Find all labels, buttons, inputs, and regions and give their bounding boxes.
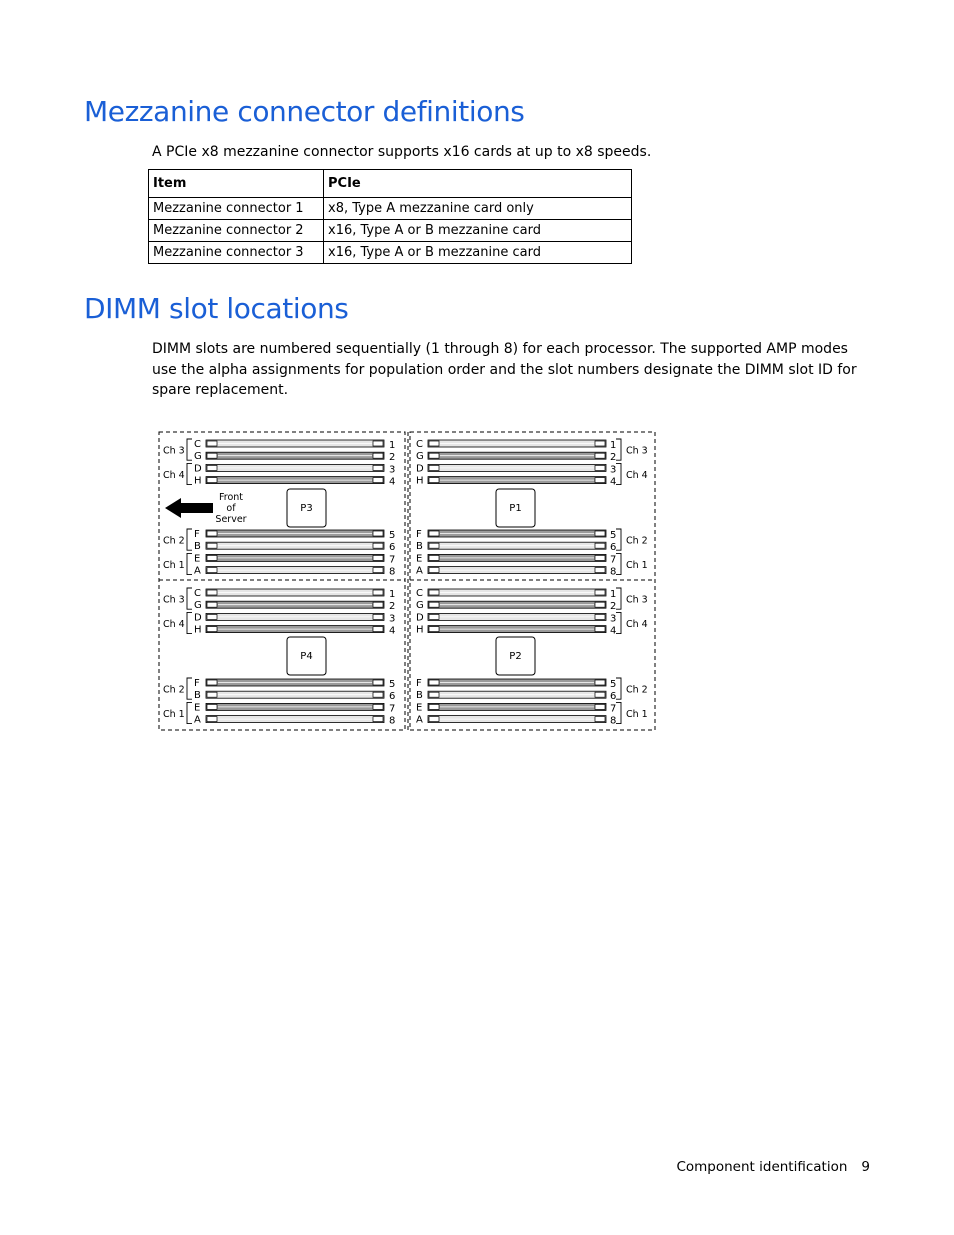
slot-letter: D xyxy=(194,612,202,624)
dimm-slot-latch-right xyxy=(595,465,605,470)
slot-letter: H xyxy=(194,624,202,636)
dimm-slot-latch-right xyxy=(373,692,383,697)
slot-number: 8 xyxy=(610,566,617,578)
cell-item: Mezzanine connector 3 xyxy=(149,242,324,264)
slot-number: 3 xyxy=(389,464,396,476)
dimm-slot-latch-right xyxy=(373,441,383,446)
dimm-slot-latch-right xyxy=(373,614,383,619)
slot-number: 8 xyxy=(389,566,396,578)
slot-number: 2 xyxy=(389,601,396,613)
slot-letter: E xyxy=(194,702,201,714)
dimm-body: DIMM slots are numbered sequentially (1 through 8) for each processor. The supported AMP modes use the alpha assignments for population order and the slot numbers designate the DIMM slot ID for spare replacement. xyxy=(152,341,857,398)
section-heading-dimm: DIMM slot locations xyxy=(84,292,349,325)
slot-letter: B xyxy=(194,690,201,702)
slot-letter: D xyxy=(416,463,424,475)
dimm-slot-latch-left xyxy=(207,602,217,607)
dimm-slot-latch-right xyxy=(595,568,605,573)
dimm-slot-latch-right xyxy=(373,543,383,548)
dimm-slot-latch-left xyxy=(429,627,439,632)
slot-letter: E xyxy=(416,702,423,714)
slot-letter: H xyxy=(416,475,424,487)
slot-letter: A xyxy=(194,714,201,726)
slot-number: 8 xyxy=(610,715,617,727)
dimm-slot-latch-left xyxy=(207,543,217,548)
slot-number: 1 xyxy=(610,589,617,600)
slot-letter: C xyxy=(416,439,423,450)
dimm-slot-latch-left xyxy=(207,704,217,709)
channel-label: Ch 3 xyxy=(626,594,648,606)
dimm-slot-latch-left xyxy=(429,465,439,470)
slot-letter: D xyxy=(416,612,424,624)
slot-number: 6 xyxy=(610,691,617,703)
slot-letter: B xyxy=(416,541,423,553)
dimm-slot-latch-left xyxy=(207,568,217,573)
channel-label: Ch 3 xyxy=(163,594,185,606)
dimm-slot-latch-left xyxy=(429,602,439,607)
slot-number: 7 xyxy=(610,703,617,715)
channel-bracket xyxy=(187,588,192,609)
slot-letter: B xyxy=(194,541,201,553)
dimm-slot-latch-right xyxy=(373,568,383,573)
dimm-slot-latch-right xyxy=(595,602,605,607)
slot-letter: A xyxy=(416,714,423,726)
dimm-slot-latch-right xyxy=(373,590,383,595)
dimm-slot-latch-right xyxy=(373,627,383,632)
section-heading-mezzanine: Mezzanine connector definitions xyxy=(84,95,525,128)
dimm-slot-latch-right xyxy=(595,555,605,560)
dimm-slot-latch-left xyxy=(429,692,439,697)
slot-letter: D xyxy=(194,463,202,475)
channel-bracket xyxy=(616,553,621,574)
slot-letter: A xyxy=(416,565,423,577)
slot-number: 5 xyxy=(610,530,617,541)
header-pcie: PCIe xyxy=(324,170,632,198)
slot-number: 3 xyxy=(610,613,617,625)
slot-letter: F xyxy=(416,678,422,689)
slot-letter: G xyxy=(194,600,202,612)
channel-bracket xyxy=(187,529,192,550)
channel-label: Ch 1 xyxy=(626,560,648,571)
dimm-slot-latch-left xyxy=(429,614,439,619)
dimm-slot-latch-left xyxy=(207,478,217,483)
slot-letter: F xyxy=(194,529,200,540)
dimm-slot-latch-left xyxy=(429,568,439,573)
slot-letter: G xyxy=(416,600,424,612)
slot-number: 1 xyxy=(389,440,396,451)
dimm-slot-latch-right xyxy=(373,453,383,458)
channel-label: Ch 4 xyxy=(626,619,648,630)
cell-pcie: x8, Type A mezzanine card only xyxy=(324,198,632,220)
slot-number: 7 xyxy=(610,554,617,566)
channel-bracket xyxy=(187,463,192,484)
dimm-slot-latch-left xyxy=(207,590,217,595)
mezzanine-intro: A PCIe x8 mezzanine connector supports x16 cards at up to x8 speeds. xyxy=(152,144,652,160)
slot-letter: H xyxy=(416,624,424,636)
slot-number: 4 xyxy=(610,625,617,637)
channel-label: Ch 2 xyxy=(163,684,185,696)
slot-letter: G xyxy=(416,451,424,463)
dimm-slot-latch-right xyxy=(595,590,605,595)
channel-bracket xyxy=(187,553,192,574)
slot-number: 1 xyxy=(389,589,396,600)
slot-number: 3 xyxy=(389,613,396,625)
dimm-slot-latch-left xyxy=(207,531,217,536)
slot-number: 6 xyxy=(389,691,396,703)
slot-letter: F xyxy=(416,529,422,540)
dimm-slot-latch-left xyxy=(429,543,439,548)
page-footer xyxy=(676,1159,870,1175)
channel-label: Ch 1 xyxy=(163,560,185,571)
channel-label: Ch 1 xyxy=(163,709,185,720)
channel-bracket xyxy=(187,612,192,633)
dimm-slot-latch-right xyxy=(373,555,383,560)
dimm-slot-latch-left xyxy=(429,531,439,536)
channel-label: Ch 3 xyxy=(626,445,648,457)
slot-number: 6 xyxy=(610,542,617,554)
slot-number: 4 xyxy=(610,476,617,488)
dimm-slot-latch-right xyxy=(595,614,605,619)
channel-bracket xyxy=(616,678,621,699)
dimm-slot-latch-left xyxy=(429,441,439,446)
processor-label: P3 xyxy=(300,503,313,514)
slot-number: 2 xyxy=(389,452,396,464)
dimm-slot-latch-left xyxy=(429,717,439,722)
dimm-slot-latch-right xyxy=(373,602,383,607)
footer-section: Component identification xyxy=(676,1159,848,1175)
channel-label: Ch 1 xyxy=(626,709,648,720)
slot-number: 8 xyxy=(389,715,396,727)
dimm-slot-latch-right xyxy=(595,441,605,446)
dimm-slot-latch-right xyxy=(373,680,383,685)
cell-item: Mezzanine connector 2 xyxy=(149,220,324,242)
processor-label: P4 xyxy=(300,651,313,662)
dimm-slot-latch-right xyxy=(373,465,383,470)
dimm-slot-latch-left xyxy=(207,692,217,697)
slot-number: 1 xyxy=(610,440,617,451)
dimm-slot-latch-left xyxy=(207,717,217,722)
channel-label: Ch 4 xyxy=(163,619,185,630)
front-label-line: Front xyxy=(218,492,244,503)
front-arrow-icon xyxy=(165,498,213,518)
processor-label: P1 xyxy=(509,503,522,514)
slot-number: 3 xyxy=(610,464,617,476)
slot-letter: F xyxy=(194,678,200,689)
slot-number: 7 xyxy=(389,554,396,566)
dimm-slot-latch-right xyxy=(595,531,605,536)
channel-bracket xyxy=(187,439,192,460)
slot-number: 5 xyxy=(610,679,617,690)
front-label-line: Server xyxy=(215,514,247,525)
channel-label: Ch 2 xyxy=(626,684,648,696)
slot-letter: G xyxy=(194,451,202,463)
dimm-slot-latch-left xyxy=(207,627,217,632)
slot-letter: H xyxy=(194,475,202,487)
slot-number: 2 xyxy=(610,601,617,613)
dimm-slot-latch-left xyxy=(207,680,217,685)
slot-letter: A xyxy=(194,565,201,577)
channel-label: Ch 4 xyxy=(163,470,185,481)
dimm-slot-latch-left xyxy=(429,555,439,560)
dimm-slot-latch-left xyxy=(429,478,439,483)
dimm-slot-latch-left xyxy=(429,680,439,685)
slot-letter: C xyxy=(194,588,201,599)
slot-letter: E xyxy=(416,553,423,565)
page-number: 9 xyxy=(861,1159,870,1175)
channel-bracket xyxy=(616,463,621,484)
dimm-slot-latch-right xyxy=(595,543,605,548)
slot-number: 4 xyxy=(389,476,396,488)
dimm-slot-latch-left xyxy=(207,465,217,470)
dimm-slot-latch-left xyxy=(207,453,217,458)
cell-item: Mezzanine connector 1 xyxy=(149,198,324,220)
slot-letter: C xyxy=(194,439,201,450)
cell-pcie: x16, Type A or B mezzanine card xyxy=(324,242,632,264)
front-label-line: of xyxy=(226,503,236,514)
channel-bracket xyxy=(187,678,192,699)
channel-label: Ch 3 xyxy=(163,445,185,457)
slot-letter: C xyxy=(416,588,423,599)
channel-label: Ch 2 xyxy=(163,535,185,547)
dimm-slot-latch-left xyxy=(429,590,439,595)
slot-number: 2 xyxy=(610,452,617,464)
dimm-slot-latch-right xyxy=(373,478,383,483)
dimm-slot-latch-left xyxy=(207,441,217,446)
dimm-slot-latch-right xyxy=(373,704,383,709)
channel-label: Ch 4 xyxy=(626,470,648,481)
dimm-slot-latch-right xyxy=(595,717,605,722)
slot-number: 6 xyxy=(389,542,396,554)
slot-number: 7 xyxy=(389,703,396,715)
dimm-slot-latch-right xyxy=(595,704,605,709)
dimm-slot-latch-left xyxy=(207,614,217,619)
dimm-slot-latch-right xyxy=(595,692,605,697)
channel-bracket xyxy=(187,702,192,723)
channel-bracket xyxy=(616,529,621,550)
slot-letter: B xyxy=(416,690,423,702)
slot-letter: E xyxy=(194,553,201,565)
dimm-slot-latch-right xyxy=(373,717,383,722)
dimm-slot-latch-right xyxy=(595,453,605,458)
channel-bracket xyxy=(616,612,621,633)
dimm-slot-latch-right xyxy=(595,478,605,483)
channel-bracket xyxy=(616,702,621,723)
dimm-slot-latch-right xyxy=(373,531,383,536)
dimm-slot-latch-right xyxy=(595,680,605,685)
channel-bracket xyxy=(616,439,621,460)
slot-number: 5 xyxy=(389,679,396,690)
dimm-slot-latch-right xyxy=(595,627,605,632)
cell-pcie: x16, Type A or B mezzanine card xyxy=(324,220,632,242)
dimm-slot-latch-left xyxy=(207,555,217,560)
header-item: Item xyxy=(149,170,324,198)
processor-label: P2 xyxy=(509,651,522,662)
dimm-slot-latch-left xyxy=(429,453,439,458)
slot-number: 4 xyxy=(389,625,396,637)
channel-label: Ch 2 xyxy=(626,535,648,547)
channel-bracket xyxy=(616,588,621,609)
slot-number: 5 xyxy=(389,530,396,541)
dimm-slot-latch-left xyxy=(429,704,439,709)
